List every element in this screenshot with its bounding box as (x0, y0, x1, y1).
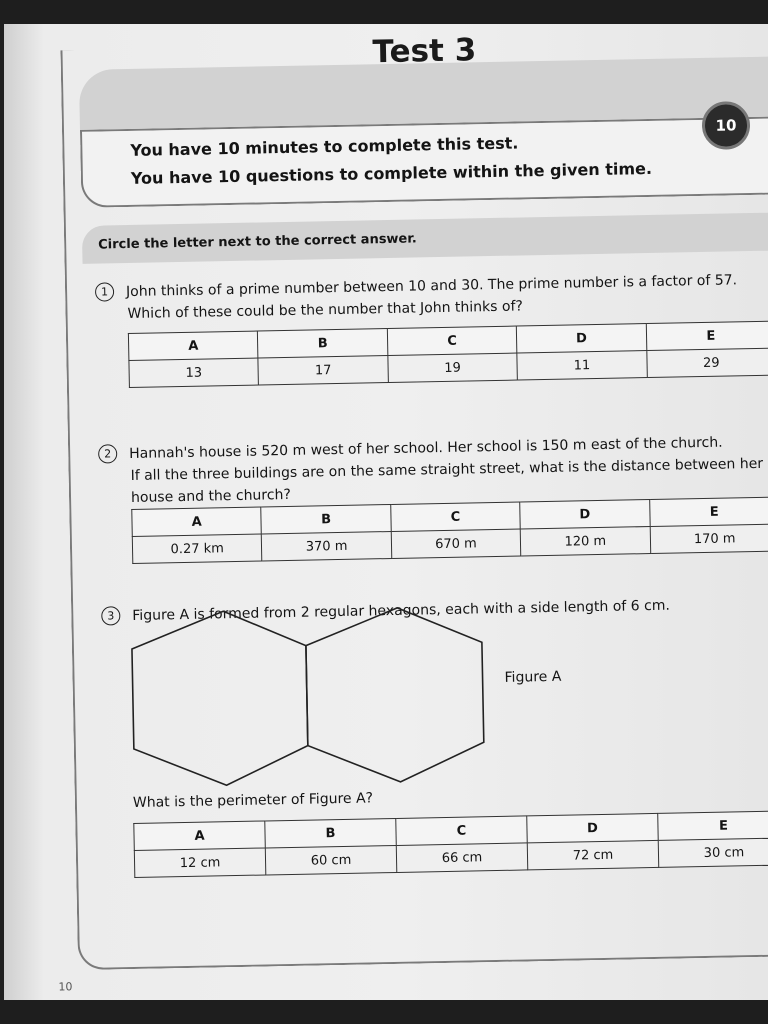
hexagon-right (305, 606, 484, 783)
answer-option-d[interactable]: D (527, 813, 658, 843)
page-content (4, 24, 768, 1000)
answer-value-b: 17 (258, 356, 388, 385)
intro-time-limit: You have 10 minutes to complete this test. (130, 133, 519, 160)
answer-value-d: 120 m (520, 527, 650, 556)
answer-value-a: 13 (129, 358, 259, 387)
answer-value-d: 11 (517, 351, 647, 380)
question-text-cont: If all the three buildings are on the same straight street, what is the distance between her house and the church? (130, 455, 764, 506)
answer-option-e[interactable]: E (658, 811, 768, 841)
question-number: 3 (101, 606, 120, 625)
page-title: Test 3 (372, 32, 477, 71)
answer-value-c: 670 m (391, 529, 521, 558)
question-text: John thinks of a prime number between 10 and 30. The prime number is a factor of 57. (125, 272, 738, 301)
answer-value-b: 370 m (262, 531, 392, 560)
question-text-cont: Which of these could be the number that John thinks of? (127, 298, 524, 323)
answer-value-a: 0.27 km (132, 534, 262, 563)
answer-option-e[interactable]: E (646, 321, 768, 350)
question-number: 1 (95, 282, 114, 301)
workbook-page (4, 24, 768, 1000)
question-number: 2 (98, 444, 117, 463)
answer-option-a[interactable]: A (128, 331, 258, 360)
answer-value-a: 12 cm (134, 848, 265, 878)
intro-box (80, 116, 768, 207)
answer-option-d[interactable]: D (520, 500, 650, 529)
instructions-text: Circle the letter next to the correct answer. (98, 231, 417, 253)
answer-value-e: 170 m (650, 524, 768, 553)
timer-value: 10 (715, 116, 737, 135)
answer-option-b[interactable]: B (258, 329, 388, 358)
intro-question-count: You have 10 questions to complete within the given time. (130, 158, 653, 188)
answer-option-c[interactable]: C (391, 502, 521, 531)
question-3-ask: What is the perimeter of Figure A? (132, 790, 374, 812)
answer-option-b[interactable]: B (265, 818, 396, 848)
hexagon-left (131, 610, 308, 787)
figure-label: Figure A (504, 668, 562, 686)
answer-option-b[interactable]: B (261, 505, 391, 534)
answer-option-a[interactable]: A (132, 507, 262, 536)
question-text: Hannah's house is 520 m west of her school. Her school is 150 m east of the church. (129, 434, 723, 463)
question-text: Figure A is formed from 2 regular hexagons, each with a side length of 6 cm. (132, 597, 671, 624)
answer-value-d: 72 cm (527, 840, 658, 870)
answer-value-c: 19 (388, 353, 518, 382)
answer-value-e: 29 (646, 348, 768, 377)
answer-option-e[interactable]: E (649, 497, 768, 526)
answer-option-a[interactable]: A (134, 821, 265, 851)
answer-option-c[interactable]: C (387, 326, 517, 355)
answer-value-c: 66 cm (396, 843, 527, 873)
answer-value-e: 30 cm (658, 838, 768, 868)
answer-value-b: 60 cm (265, 845, 396, 875)
figure-a-hexagons (125, 602, 498, 789)
page-number: 10 (58, 980, 73, 994)
answer-option-d[interactable]: D (516, 324, 646, 353)
answer-option-c[interactable]: C (396, 816, 527, 846)
